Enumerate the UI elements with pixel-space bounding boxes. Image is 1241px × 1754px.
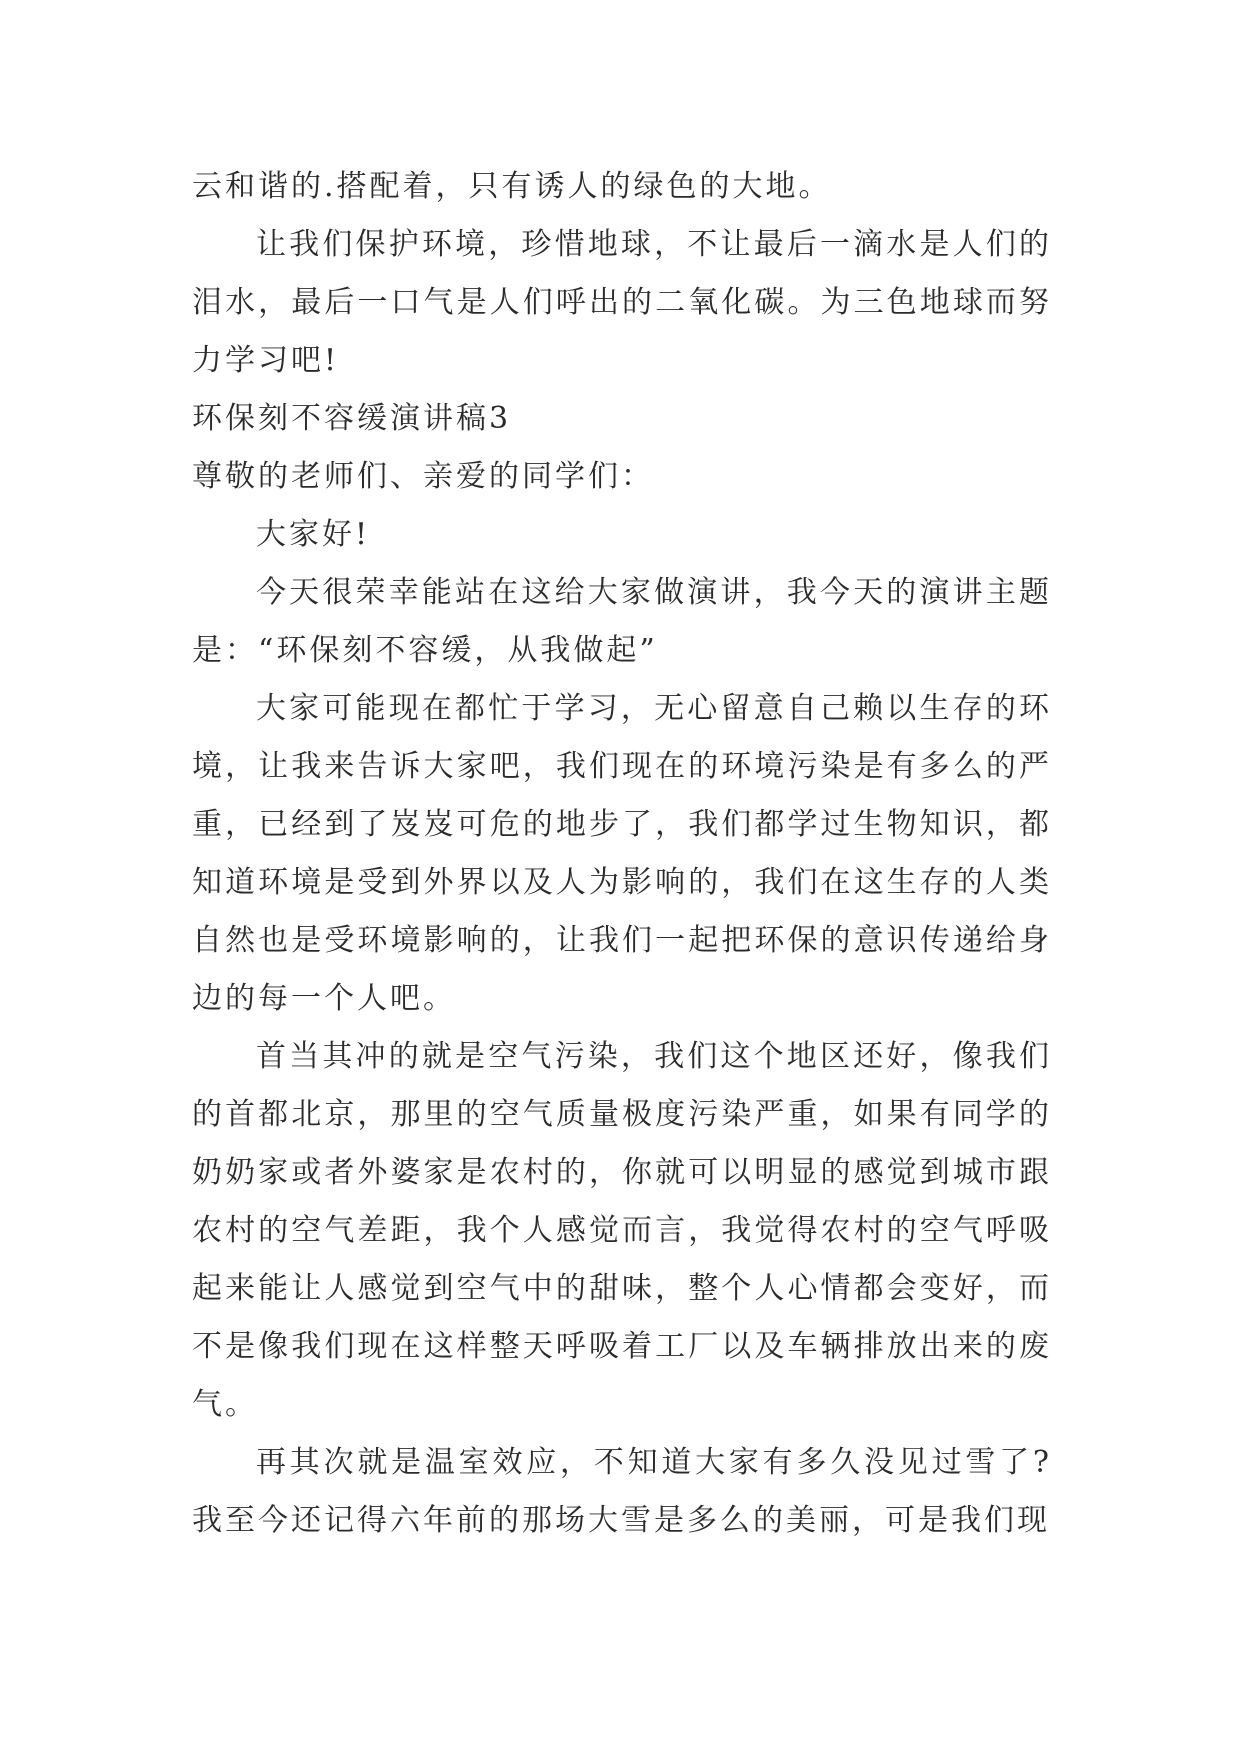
paragraph-protect-environment: 让我们保护环境，珍惜地球，不让最后一滴水是人们的泪水，最后一口气是人们呼出的二氧化碳。为三色地球而努力学习吧! <box>192 227 1052 378</box>
paragraph-continuation: 云和谐的.搭配着，只有诱人的绿色的大地。 <box>192 169 832 204</box>
document-body <box>192 158 1052 1550</box>
paragraph-environment-pollution: 大家可能现在都忙于学习，无心留意自己赖以生存的环境，让我来告诉大家吧，我们现在的环境污染是有多么的严重，已经到了岌岌可危的地步了，我们都学过生物知识，都知道环境是受到外界以及人为影响的，我们在这生存的人类自然也是受环境影响的，让我们一起把环保的意识传递给身边的每一个人吧。 <box>192 691 1052 1016</box>
speech-title: 环保刻不容缓演讲稿3 <box>192 401 512 436</box>
greeting: 大家好! <box>256 517 371 552</box>
paragraph-air-pollution: 首当其冲的就是空气污染，我们这个地区还好，像我们的首都北京，那里的空气质量极度污染严重，如果有同学的奶奶家或者外婆家是农村的，你就可以明显的感觉到城市跟农村的空气差距，我个人感觉而言，我觉得农村的空气呼吸起来能让人感觉到空气中的甜味，整个人心情都会变好，而不是像我们现在这样整天呼吸着工厂以及车辆排放出来的废气。 <box>192 1039 1052 1422</box>
salutation: 尊敬的老师们、亲爱的同学们： <box>192 459 654 494</box>
paragraph-greenhouse-effect: 再其次就是温室效应，不知道大家有多久没见过雪了?我至今还记得六年前的那场大雪是多么的美丽，可是我们现 <box>192 1445 1052 1538</box>
paragraph-speech-topic: 今天很荣幸能站在这给大家做演讲，我今天的演讲主题是：“环保刻不容缓，从我做起” <box>192 575 1052 668</box>
